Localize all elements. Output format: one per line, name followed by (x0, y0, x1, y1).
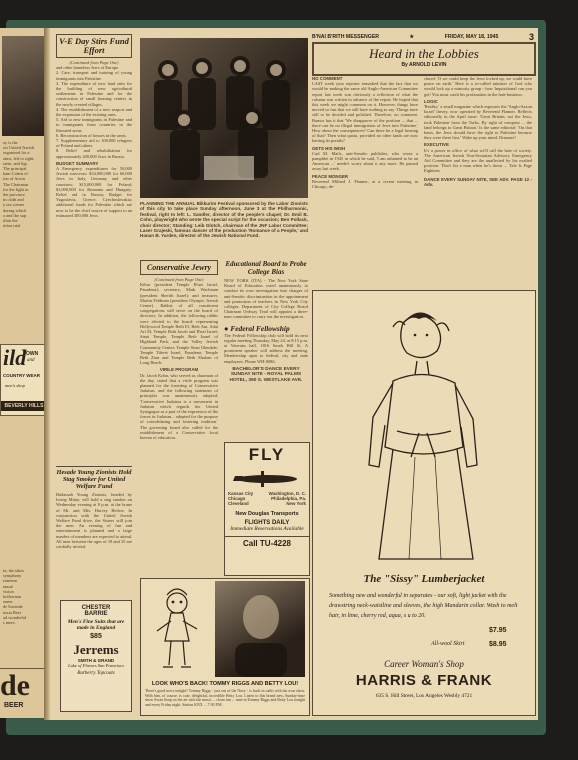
dance-notice: DANCE EVERY SUNDAY NITE, SEE ADV. PAGE 12 - Adv. (424, 176, 532, 187)
skirt-price: $8.95 (489, 641, 507, 648)
radio-show-ad (140, 578, 310, 716)
headline: Educational Board to Probe College Bias (225, 260, 307, 276)
ad-text: Men's Fine Suits that are made in England (67, 619, 125, 631)
store-address: 635 S. Hill Street, Los Angeles Wesbly 4721 (375, 693, 473, 699)
list-item: 5. Aid to new immigrants in Palestine and to immigrants from countries in the liberated areas. (56, 117, 132, 133)
federal-fellowship-heading (224, 324, 308, 333)
text-fragment: symphony (3, 573, 22, 579)
ad-text: BARRIE (84, 611, 108, 617)
text-fragment: The Chairman (3, 181, 29, 187)
text-fragment: de Eastside (3, 604, 23, 610)
ad-text: de (0, 669, 30, 702)
text-fragment: organized for a (3, 150, 30, 156)
city-list-left (228, 491, 253, 507)
column-title: Heard in the Lobbies (369, 46, 479, 61)
city: New York (286, 501, 306, 507)
text-fragment: ad wonderful (3, 614, 27, 620)
headline: Conservative Jewry (140, 260, 218, 275)
article-text: 'Reality,' a small magazine which espouses the 'Anglo-Saxon Israel' theory, now operated by Reverend Flanner. Reflects editorially in the April issue: 'Great Britain, not the Jews, took Palestine from the Turks. By right of conquest ... the land belongs to Great Britain.' Is the same editorial: 'On that basis, the Jews should have the right to Palestine because they were there first.' Wake up your mind, Dreamer! (424, 104, 532, 141)
text-fragments (3, 568, 43, 625)
festival-committee-photo (140, 38, 308, 198)
issue-date: FRIDAY, MAY 18, 1945 (444, 34, 499, 40)
ad-title: The "Sissy" Lumberjacket (363, 573, 485, 585)
ad-text: New Douglas Transports (235, 510, 299, 517)
ad-text: TOWN (23, 351, 39, 357)
article-text: Hadassah Young Zionists, headed by Irving Mintz, will hold a stag smoker on Wednesday evening at 8 p.m. at the home of Mr. and Mrs. Harvey Becker. In conjunction with the United Jewish Welfare Fund drive, the Sisters will join the men. An evening of fun and entertainment is planned and a large number of members are expected to attend. All men between the ages of 18 and 35 are cordially invited. (56, 492, 132, 550)
ad-text: and (27, 358, 35, 363)
menswear-ad (0, 344, 48, 416)
text-fragment: in, the takes (3, 568, 25, 573)
list-item: 4. The establishment of a new seaport and the expansion of the existing ones. (56, 106, 132, 118)
ad-text: CHESTER (81, 605, 111, 611)
ad-text: There's good news tonight! Tommy Riggs - just out of the Navy - is back in radio with his own show. With him, of course, is cute, delightful, incredible Betty Lou. Listen to this brand new, Sunday-time show Swan Soap on the air with the music ... clean fun ... tune in Tommy Riggs and Betty Lou tonight and every Friday night. Station KNX ... 7:30 P.M. (145, 689, 305, 707)
text-fragment: during which (3, 207, 27, 213)
text-fragment: hollerrnan (3, 594, 22, 600)
ad-phone: Call TU-4228 (225, 536, 309, 548)
article-text: LAST week your reporter remarked that the fact that we would be making the same old Anglo-American Committee report last week was obviously a reflection of what the column was written in advance of the report. He hoped that this week we might comment on it. However, things have moved so fast that we still have nothing to say. Things have still to be decided and polished. Therefore, no comment. Rumor has it that 'We disapprove of the position ... that ... there can be no illegal immigration of Jews into Palestine.' How about the consequences? Can there be a legal hearing of that? Then what quota, provided no other lands are now barring its portals? (312, 81, 418, 144)
list-item: 6. Reconstruction of houses in the areas. (56, 132, 127, 138)
beer-ad (0, 668, 46, 711)
text-fragment: the province (3, 192, 25, 198)
text-fragment: s mere. (3, 620, 16, 626)
portrait-figure (215, 581, 305, 677)
text-fragment: stein, and Sgt. (3, 160, 28, 166)
page-number: 3 (528, 32, 534, 42)
airplane-icon (225, 465, 309, 491)
ad-text: BEER (4, 702, 24, 709)
section-head: VIRILE PROGRAM (159, 367, 199, 373)
lumberjacket-ad (312, 290, 536, 716)
text-fragment: ithin the (3, 218, 18, 224)
article-stag-smoker (56, 466, 132, 549)
text-fragment: tition trial (3, 223, 21, 229)
city-list-right (269, 491, 306, 507)
paper-name: B'NAI B'RITH MESSENGER (312, 34, 380, 40)
section-head: GETS HIS WISH (312, 145, 346, 151)
text-fragment: oneer (3, 599, 13, 605)
article-text: It's a power in office of what we'll call the hate of society. The American Jewish Non-Sectarian Advisory Emergency Aid Committee and they are the unaffected by his exalted position. 'Don't hit a man when he's down ... Tale Is Page Eighteen (424, 147, 532, 174)
list-item: 7. Supplementary aid to 100,000 refugees of Poland and others. (56, 138, 132, 149)
store-name: HARRIS & FRANK (355, 672, 493, 689)
ad-price: $85 (90, 633, 102, 640)
lobbies-column-right (424, 76, 532, 187)
star-icon: ★ (409, 34, 415, 40)
text-fragment: for the fight in (3, 186, 29, 192)
ad-text: men's shop (5, 383, 25, 388)
article-text: The Federal Fellowship club will hold its next regular meeting Thursday, May 24, at 8:15 p.m. at Veterans hall, 1816 South Hill St. A prominent speaker will address the meeting. Membership open to federal, city and state employees. Phone WH-0086. (224, 332, 308, 364)
text-fragment: vision (3, 588, 14, 594)
section-head: PEACE MONGER (312, 173, 349, 179)
jacket-price: $7.95 (489, 627, 507, 634)
text-fragment: aims, left to right: (3, 155, 35, 161)
group-photo-figures (140, 38, 308, 198)
section-head: NO COMMENT (312, 76, 343, 81)
masthead (312, 32, 534, 42)
ad-text: ild (3, 345, 27, 370)
text-fragment: in cloth and (3, 197, 24, 203)
ad-title: LOOK WHO'S BACK! TOMMY RIGGS AND BETTY LOU! (151, 681, 299, 687)
article-text: Kibur (president Temple B'nai Israel, Pasadena); secretary, Mark Wachman (president Sherith Israel); and treasurer, Martin Feldman (president Olympic Jewish Center). Rabbis of all constituent congregations will serve on the board of directors. In addition, the following rabbis were elected to the board: representing Hollywood Temple Beth El, Beth Am, Adat Ari El, Temple Beth Jacob and B'nai Israel; Sinai Temple, Temple Beth Israel of Highland Park, and the Valley Jewish Community Center; Temple Sinai Glendale; Temple Tiferet Israel, Pasadena; Temple Beth Zion and Temple Beth Shalom of Long Beach. (140, 282, 218, 366)
suits-ad (60, 600, 132, 712)
text-fragment: nnual (3, 583, 13, 589)
continued-line: (Continued from Page One) (69, 60, 119, 65)
article-text: Dr. Jacob Kohn, who served as chairman of the day, stated that a virile program was planned for the fostering of Conservative Judaism, and the following statement of principles was unanimously adopted: 'Conservative Judaism is a movement in Judaism which regards the United Synagogue as a part of the expression of the forces in Judaism... adopted for the purpose of consolidating and fostering tradition.' The governing board also called for the establishment of a Conservative local bureau of education. (140, 372, 218, 441)
city: Chicago (228, 496, 246, 502)
list-item: 3. The expenditure of new land sites for the building of new agricultural settlements in Palestine and for the construction of small housing centers in the newly created villages. (56, 80, 132, 107)
ad-text: SMITH & GRAND (77, 658, 115, 663)
city: Philadelphia, Pa. (271, 496, 306, 502)
ad-text: Burberry Topcoats (77, 671, 115, 676)
ad-description: Something new and wonderful in separates - our soft, light jacket with the drawstring neck-waistline and sleeves, the high Mandarin collar. Wash to melt hair, in lime, cherry red, aqua, s u to 20. (329, 593, 518, 619)
article-text: NEW YORK (JTA) - The New York State Board of Education voted unanimously to conduct its own investigation into charges of anti-Semitic discrimination in the appointment and promotion of teachers in New York City colleges. Department of City College Board Chairman Ordway Tead will appoint a three-man committee to carry out the investigation. (224, 278, 308, 320)
text-fragment: The principal (3, 166, 27, 172)
text-fragment: ham Cohen of (3, 171, 28, 177)
previous-page-strip (0, 28, 49, 718)
airline-ad (224, 442, 310, 576)
ad-text: FLIGHTS DAILY (244, 519, 290, 526)
item-list (56, 70, 132, 158)
text-fragment: ort United Jewish (3, 145, 34, 151)
text-fragment: y tax scenes (3, 202, 25, 208)
lobbies-column-left (312, 76, 418, 189)
article-text: A Emergency expenditures for 50,000 Jewish survivors: $34,000,000 for 60,000 Jews in Italy, Germany and other countries; $15,000,000 for Poland; $3,000,000 for Romania and Hungary. Relief aid in Russia; Budget for Yugoslavia, Greece, Czechoslovakia; additional funds for Palestine which are now to be the chief source of support to an estimated 300,000 Jews. (56, 166, 132, 218)
city-lists (225, 491, 309, 507)
article-text: Reverend Millard J. Flanner, at a recent meeting in Chicago, de- (312, 178, 418, 190)
headline: Federal Fellowship (230, 323, 290, 333)
shop-name: Career Woman's Shop (384, 659, 464, 669)
newspaper-page (50, 28, 538, 720)
list-item: 2. Care, transport and training of young immigrants into Palestine. (56, 70, 132, 81)
article-text: Carl M. Mails, anti-Semitic publisher, who wrote a pamphlet in 1945 in which he said, 'I am ashamed to be an American ...' needn't worry about it any more. He passed away last week. (312, 150, 418, 172)
section-head: EXECUTIVE (424, 142, 449, 148)
lobbies-masthead (312, 42, 536, 76)
text-fragment: ay is the (3, 140, 18, 145)
ad-store-name: Jerrems (73, 642, 119, 657)
text-fragment: ion of Arson (3, 176, 25, 182)
city: Kansas City (228, 491, 254, 496)
city: Washington, D. C. (268, 491, 306, 496)
text-fragment: ussia Beer (3, 609, 22, 615)
ad-text: Immediate Reservations Available (230, 525, 304, 532)
byline: By ARNOLD LEVIN (401, 62, 447, 68)
section-head: BUDGET SUMMARY (56, 160, 99, 166)
article-text: and other homeless Jews of Europe. (56, 65, 120, 71)
ad-text: Lake of Flavors San Francisco (68, 663, 124, 668)
text-fragment: a and the sup (3, 212, 27, 218)
list-item: 8. Relief and rehabilitation for approximately 200,000 Jews in Russia. (56, 148, 132, 159)
ad-text: BEVERLY HILLS (1, 401, 47, 411)
dance-notice: BACHELOR'S DANCE EVERY SUNDAY NITE - ROYAL PALMS HOTEL, 360 S. WESTLAKE AVE. (229, 366, 303, 384)
city: Cleveland (228, 501, 249, 507)
bullet-icon: ● (224, 323, 229, 333)
column-education-board (224, 260, 308, 384)
column-conservative-jewry (140, 260, 218, 440)
photo-caption: PLANNING THE ANNUAL Bikkurim Festival sponsored by the Labor Zionists of this city to take place Sunday afternoon, June 3 at the Philharmonic, festival, right to left: L. Sandler, director of the people's chapel; Dr. Emil B. Cohn, playwright who wrote the special script for the occasion; Ben Pollack, choir director; Standing: Leib Glotch, chairman of the JNF Labor Committee; Laser Grajeski, famous dancer of the production 'Romance of a People,' and Hanan B. Yarden, director of the Jewish National Fund. (140, 201, 308, 239)
cartoon-doll-illustration (145, 581, 211, 677)
article-text: clared: 'If we could keep the Jews locked up, we could have peace on earth.' Here is a so-called minister of God who would lock up a minority group - how Inquisitional can you get! You must catch his profanation in the hate business. (424, 76, 532, 97)
ad-title: FLY (248, 445, 286, 464)
continued-line: (Continued from Page One) (154, 277, 204, 282)
photo-fragment (2, 36, 44, 136)
woman-in-jacket-illustration (323, 297, 523, 567)
text-fragment: eatment (3, 578, 17, 584)
headline: V-E Day Stirs Fund Effort (56, 34, 132, 58)
ad-text: COUNTRY WEAR (3, 373, 40, 378)
portrait-photo (215, 581, 305, 677)
headline: Hesade Young Zionists Hold Stag Smoker for United Welfare Fund (56, 466, 132, 490)
text-fragments (3, 140, 43, 228)
section-head: LOGIC (424, 98, 438, 104)
skirt-label: All-wool Skirt (431, 641, 465, 647)
